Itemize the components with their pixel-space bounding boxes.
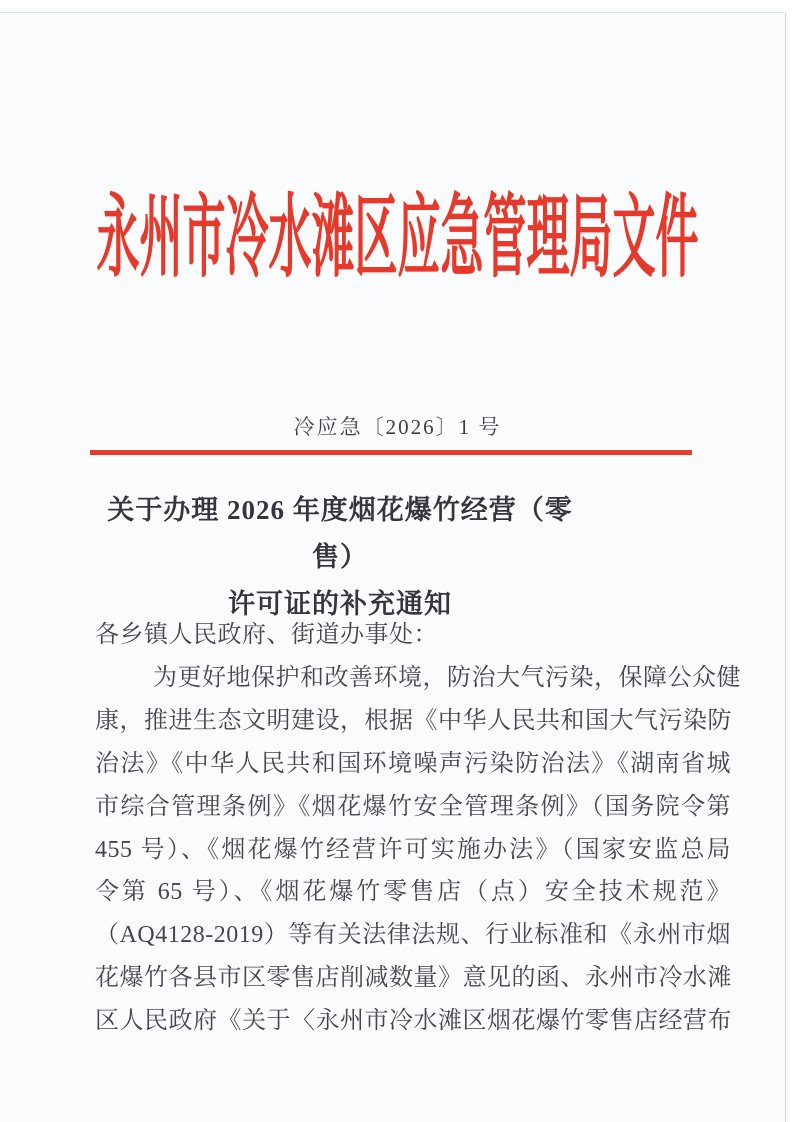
scanned-document-page xyxy=(0,12,786,1122)
body-line: 康，推进生态文明建设，根据《中华人民共和国大气污染防 xyxy=(95,707,732,734)
body-line: 为更好地保护和改善环境，防治大气污染，保障公众健 xyxy=(153,664,741,691)
document-body xyxy=(95,614,741,1043)
salutation-line: 各乡镇人民政府、街道办事处： xyxy=(95,622,438,648)
document-title xyxy=(95,487,585,628)
document-title-line2: 许可证的补充通知 xyxy=(228,589,452,619)
agency-title: 永州市冷水滩区应急管理局文件 xyxy=(96,190,699,289)
red-separator-line xyxy=(90,450,692,455)
document-title-line1: 关于办理 2026 年度烟花爆竹经营（零售） xyxy=(107,495,573,572)
body-line: （AQ4128-2019）等有关法律法规、行业标准和《永州市烟 xyxy=(95,922,731,949)
body-line: 治法》《中华人民共和国环境噪声污染防治法》《湖南省城 xyxy=(95,750,731,777)
document-number: 冷应急〔2026〕1 号 xyxy=(293,415,502,439)
body-line: 区人民政府《关于〈永州市冷水滩区烟花爆竹零售店经营布 xyxy=(95,1008,732,1035)
body-line: 市综合管理条例》《烟花爆竹安全管理条例》（国务院令第 xyxy=(95,793,731,820)
body-line: 花爆竹各县市区零售店削减数量》意见的函、永州市冷水滩 xyxy=(95,965,732,992)
document-header xyxy=(95,190,700,296)
body-line: 455 号）、《烟花爆竹经营许可实施办法》（国家安监总局 xyxy=(95,836,731,863)
body-line: 令第 65 号）、《烟花爆竹零售店（点）安全技术规范》 xyxy=(95,879,731,906)
